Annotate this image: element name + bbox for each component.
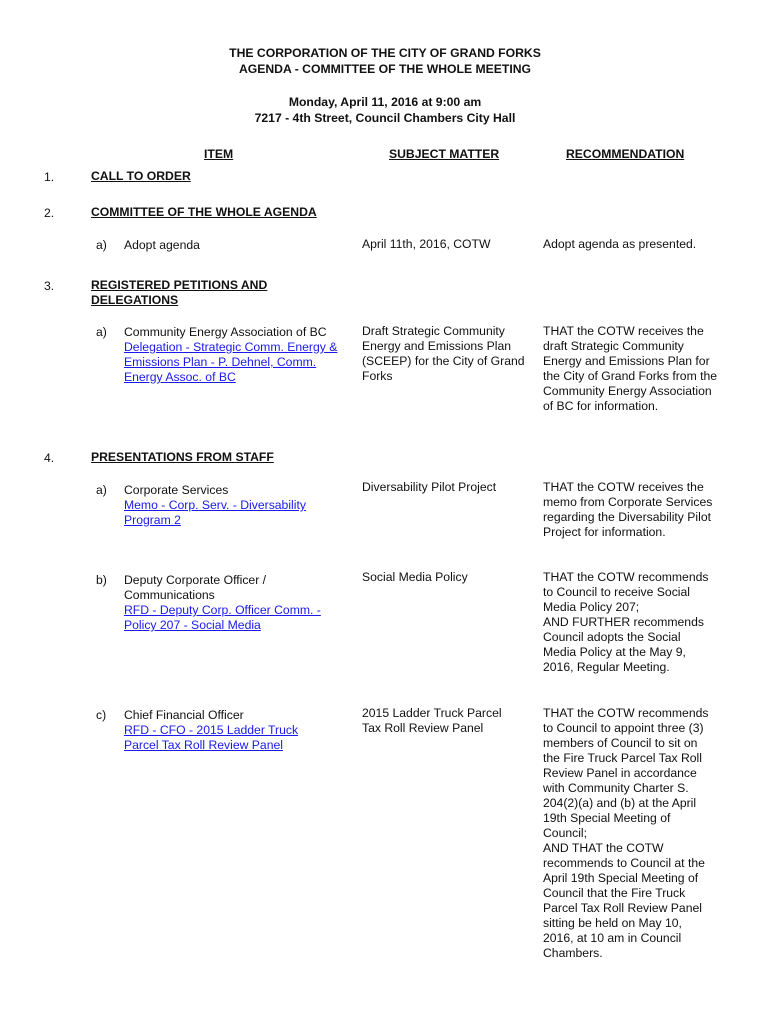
item-title: Corporate Services (124, 483, 229, 497)
recommendation: Adopt agenda as presented. (543, 237, 697, 251)
section-title-presentations: PRESENTATIONS FROM STAFF (91, 450, 274, 464)
item-letter: a) (96, 325, 107, 339)
section-number: 1. (44, 170, 55, 184)
agenda-item (124, 708, 314, 753)
recommendation (543, 706, 715, 961)
recommendation-part-2: AND THAT the COTW recommends to Council at the April 19th Special Meeting of Council that the Fire Truck Parcel Tax Roll Review Panel sitting be held on May 10, 2016, at 10 am in Council Chambers. (543, 841, 705, 960)
item-title: Deputy Corporate Officer / Communications (124, 573, 267, 602)
subject-matter: 2015 Ladder Truck Parcel Tax Roll Review Panel (362, 706, 502, 735)
column-header-subject: SUBJECT MATTER (389, 147, 500, 161)
memo-diversability-link[interactable]: Memo - Corp. Serv. - Diversability Program 2 (124, 498, 306, 527)
section-title-call-to-order: CALL TO ORDER (91, 169, 191, 183)
item-title: Chief Financial Officer (124, 708, 244, 722)
column-header-recommendation: RECOMMENDATION (566, 147, 685, 161)
subject-matter: Diversability Pilot Project (362, 480, 497, 494)
column-header-item: ITEM (204, 147, 234, 161)
rfd-social-media-link[interactable]: RFD - Deputy Corp. Officer Comm. - Policy 207 - Social Media (124, 603, 321, 632)
agenda-item (124, 325, 344, 385)
recommendation (543, 570, 715, 675)
section-title-cotw-agenda: COMMITTEE OF THE WHOLE AGENDA (91, 205, 317, 219)
recommendation: THAT the COTW receives the memo from Corporate Services regarding the Diversability Pilot Project for information. (543, 480, 713, 539)
item-letter: b) (96, 573, 107, 587)
item-letter: a) (96, 483, 107, 497)
section-number: 3. (44, 279, 55, 293)
recommendation-part-2: AND FURTHER recommends Council adopts the Social Media Policy at the May 9, 2016, Regular Meeting. (543, 615, 704, 674)
org-title: THE CORPORATION OF THE CITY OF GRAND FORKS (229, 46, 541, 60)
section-number: 2. (44, 206, 55, 220)
agenda-title: AGENDA - COMMITTEE OF THE WHOLE MEETING (238, 62, 532, 76)
item-title: Community Energy Association of BC (124, 325, 327, 339)
delegation-sceep-link[interactable]: Delegation - Strategic Comm. Energy & Emissions Plan - P. Dehnel, Comm. Energy Assoc. of BC (124, 340, 338, 384)
item-adopt-agenda: Adopt agenda (124, 238, 200, 252)
recommendation-part-1: THAT the COTW recommends to Council to receive Social Media Policy 207; (543, 570, 709, 614)
meeting-datetime: Monday, April 11, 2016 at 9:00 am (288, 95, 482, 109)
recommendation: THAT the COTW receives the draft Strategic Community Energy and Emissions Plan for the City of Grand Forks from the Community Energy Association of BC for information. (543, 324, 718, 413)
meeting-location: 7217 - 4th Street, Council Chambers City Hall (254, 111, 516, 125)
section-number: 4. (44, 451, 55, 465)
agenda-item (124, 573, 334, 633)
agenda-item (124, 483, 324, 528)
recommendation-part-1: THAT the COTW recommends to Council to appoint three (3) members of Council to sit on the Fire Truck Parcel Tax Roll Review Panel in accordance with Community Charter S. 204(2)(a) and (b) at the April 19th Special Meeting of Council; (543, 706, 709, 840)
rfd-cfo-ladder-truck-link[interactable]: RFD - CFO - 2015 Ladder Truck Parcel Tax Roll Review Panel (124, 723, 299, 752)
subject-matter: Draft Strategic Community Energy and Emissions Plan (SCEEP) for the City of Grand Forks (362, 324, 525, 383)
item-letter: c) (96, 708, 107, 722)
subject-matter: April 11th, 2016, COTW (362, 237, 491, 251)
section-title-petitions-delegations: REGISTERED PETITIONS AND DELEGATIONS (91, 278, 268, 307)
item-letter: a) (96, 238, 107, 252)
subject-matter: Social Media Policy (362, 570, 468, 584)
